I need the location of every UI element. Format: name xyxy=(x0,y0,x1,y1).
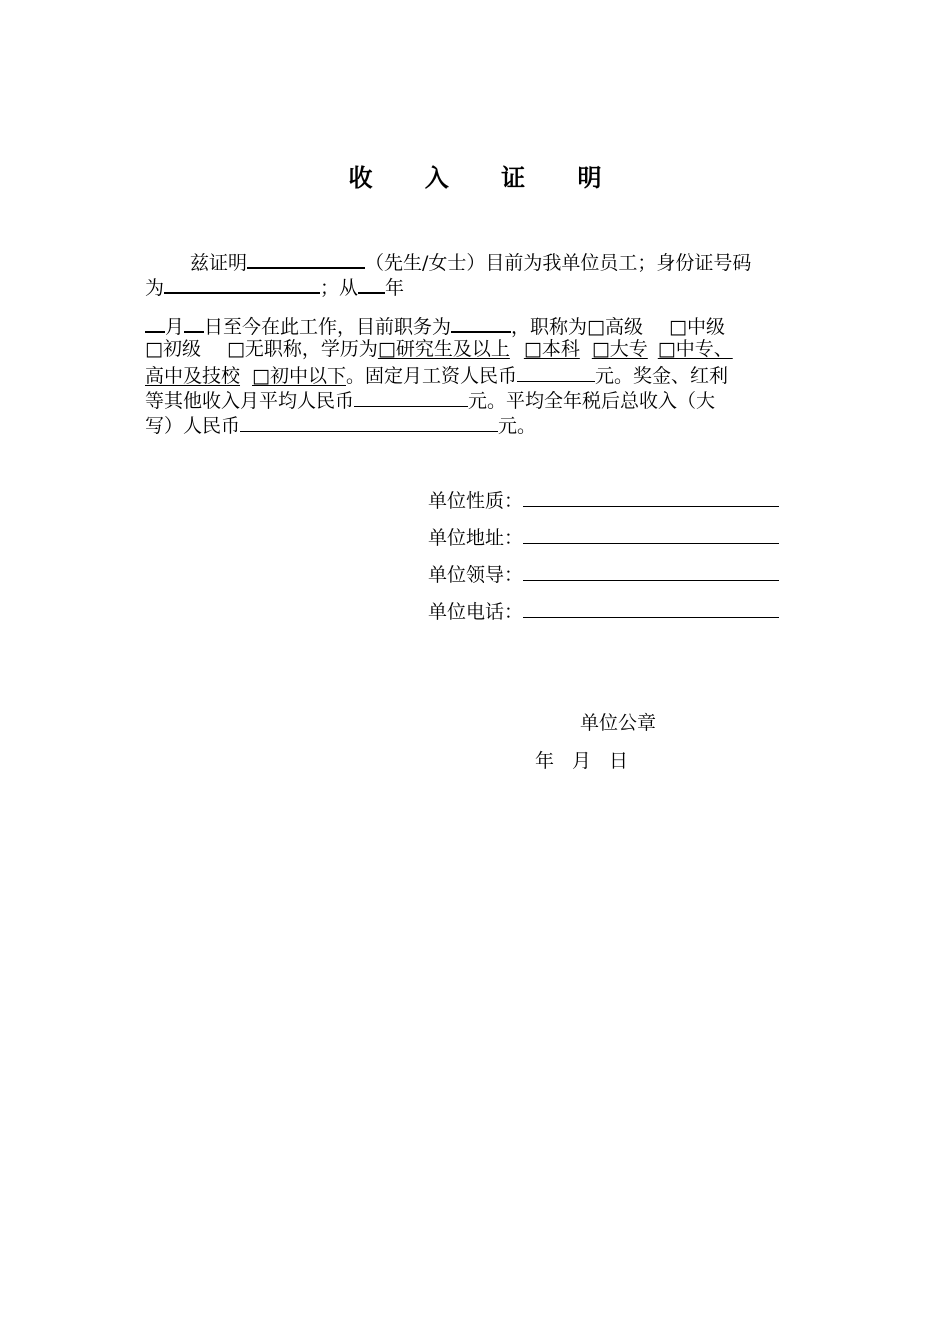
unit-nature-row: 单位性质： xyxy=(428,487,779,514)
certify-line-6: 等其他收入月平均人民币 元。平均全年税后总收入（大 xyxy=(145,387,835,414)
title-none-checkbox[interactable]: □无职称 xyxy=(226,338,302,360)
certify-line-2: 为 ；从 年 xyxy=(145,273,835,301)
unit-leader-row: 单位领导： xyxy=(428,561,779,588)
unit-address-row: 单位地址： xyxy=(428,524,779,551)
certify-line-3: 月 日至今在此工作，目前职务为 ，职称为□高级 □中级 xyxy=(145,312,835,340)
unit-address-field[interactable] xyxy=(523,524,779,544)
edu-secondary-checkbox[interactable]: □中专、 xyxy=(657,338,733,360)
title-senior-checkbox[interactable]: □高级 xyxy=(587,316,643,338)
annual-income-field[interactable] xyxy=(240,412,498,432)
edu-grad-checkbox[interactable]: □研究生及以上 xyxy=(377,338,510,360)
unit-leader-field[interactable] xyxy=(523,561,779,581)
name-field[interactable] xyxy=(247,248,365,269)
certify-line-7: 写）人民币 元。 xyxy=(145,412,835,439)
position-field[interactable] xyxy=(451,312,511,333)
start-month-field[interactable] xyxy=(145,312,165,333)
date-day: 日 xyxy=(609,750,629,772)
monthly-salary-field[interactable] xyxy=(517,362,595,382)
edu-bachelor-checkbox[interactable]: □本科 xyxy=(523,338,580,360)
certify-line-4: □初级 □无职称，学历为□研究生及以上 □本科 □大专 □中专、 xyxy=(145,338,733,360)
unit-seal-label: 单位公章 xyxy=(580,712,657,734)
title-middle-checkbox[interactable]: □中级 xyxy=(669,316,725,338)
date-year: 年 xyxy=(535,750,555,772)
unit-phone-field[interactable] xyxy=(523,598,779,618)
date-month: 月 xyxy=(572,750,592,772)
id-number-field[interactable] xyxy=(164,273,320,294)
date-line xyxy=(535,746,646,773)
start-day-field[interactable] xyxy=(184,312,204,333)
start-year-field[interactable] xyxy=(358,273,385,294)
page-title: 收 入 证 明 xyxy=(348,163,624,192)
unit-phone-row: 单位电话： xyxy=(428,598,779,625)
unit-nature-field[interactable] xyxy=(523,487,779,507)
edu-junior-checkbox[interactable]: □初中以下 xyxy=(252,365,346,387)
certify-line-5: 高中及技校 □初中以下。固定月工资人民币 元。奖金、红利 xyxy=(145,362,835,389)
edu-college-checkbox[interactable]: □大专 xyxy=(591,338,648,360)
other-income-field[interactable] xyxy=(354,387,468,407)
title-junior-checkbox[interactable]: □初级 xyxy=(145,338,201,360)
certify-line-1: 兹证明 （先生/女士）目前为我单位员工；身份证号码 xyxy=(190,248,880,276)
